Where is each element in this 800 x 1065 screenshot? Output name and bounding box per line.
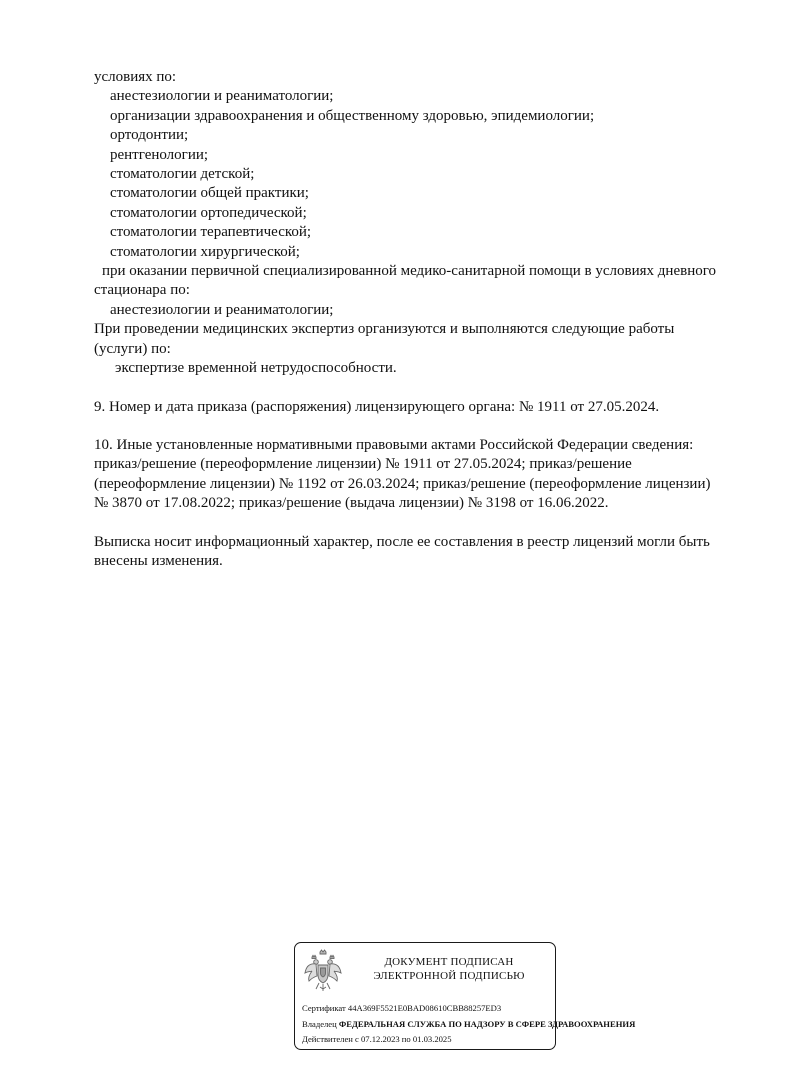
- document-line: (услуги) по:: [94, 340, 171, 357]
- document-line: условиях по:: [94, 69, 177, 85]
- document-line: При проведении медицинских экспертиз организуются и выполняются следующие работы: [94, 321, 675, 338]
- certificate-label: Сертификат: [302, 1003, 346, 1013]
- coat-of-arms-icon: [303, 949, 343, 993]
- paragraph-spacer: [94, 417, 774, 436]
- stamp-title-line2: ЭЛЕКТРОННОЙ ПОДПИСЬЮ: [373, 970, 525, 982]
- document-body: [94, 68, 774, 571]
- owner-value: ФЕДЕРАЛЬНАЯ СЛУЖБА ПО НАДЗОРУ В СФЕРЕ ЗДРАВООХРАНЕНИЯ: [338, 1018, 636, 1029]
- document-line: рентгенологии;: [110, 146, 209, 163]
- document-line: Выписка носит информационный характер, после ее составления в реестр лицензий могли быть: [94, 533, 710, 550]
- owner-label: Владелец: [302, 1018, 337, 1029]
- paragraph-spacer: [94, 379, 774, 398]
- document-line: 10. Иные установленные нормативными правовыми актами Российской Федерации сведения:: [94, 436, 694, 453]
- stamp-title: [349, 955, 549, 983]
- document-line: внесены изменения.: [94, 552, 223, 569]
- stamp-details: [302, 1001, 635, 1048]
- document-line: организации здравоохранения и общественному здоровью, эпидемиологии;: [110, 107, 595, 124]
- document-line: стоматологии терапевтической;: [110, 224, 312, 241]
- document-line: при оказании первичной специализированной медико-санитарной помощи в условиях дневного: [102, 263, 716, 280]
- document-line: стоматологии хирургической;: [110, 243, 300, 260]
- document-line: (переоформление лицензии) № 1192 от 26.03.2024; приказ/решение (переоформление лицензии): [94, 475, 711, 492]
- certificate-value: 44A369F5521E0BAD08610CBB88257ED3: [347, 1003, 502, 1013]
- document-line: стационара по:: [94, 282, 190, 299]
- stamp-validity: Действителен с 07.12.2023 по 01.03.2025: [302, 1034, 452, 1044]
- stamp-certificate: [302, 1001, 635, 1017]
- document-line: № 3870 от 17.08.2022; приказ/решение (выдача лицензии) № 3198 от 16.06.2022.: [94, 495, 609, 512]
- document-line: ортодонтии;: [110, 127, 189, 144]
- document-line: стоматологии ортопедической;: [110, 204, 307, 221]
- document-line: анестезиологии и реаниматологии;: [110, 88, 334, 105]
- document-line: стоматологии детской;: [110, 166, 255, 183]
- document-line: анестезиологии и реаниматологии;: [110, 301, 334, 318]
- stamp-owner: [302, 1017, 635, 1033]
- document-line: экспертизе временной нетрудоспособности.: [115, 360, 397, 377]
- document-line: приказ/решение (переоформление лицензии) № 1911 от 27.05.2024; приказ/решение: [94, 456, 632, 473]
- document-line: 9. Номер и дата приказа (распоряжения) лицензирующего органа: № 1911 от 27.05.2024.: [94, 398, 660, 415]
- document-line: стоматологии общей практики;: [110, 185, 309, 202]
- stamp-title-line1: ДОКУМЕНТ ПОДПИСАН: [384, 956, 514, 968]
- paragraph-spacer: [94, 514, 774, 533]
- electronic-signature-stamp: [294, 942, 636, 1050]
